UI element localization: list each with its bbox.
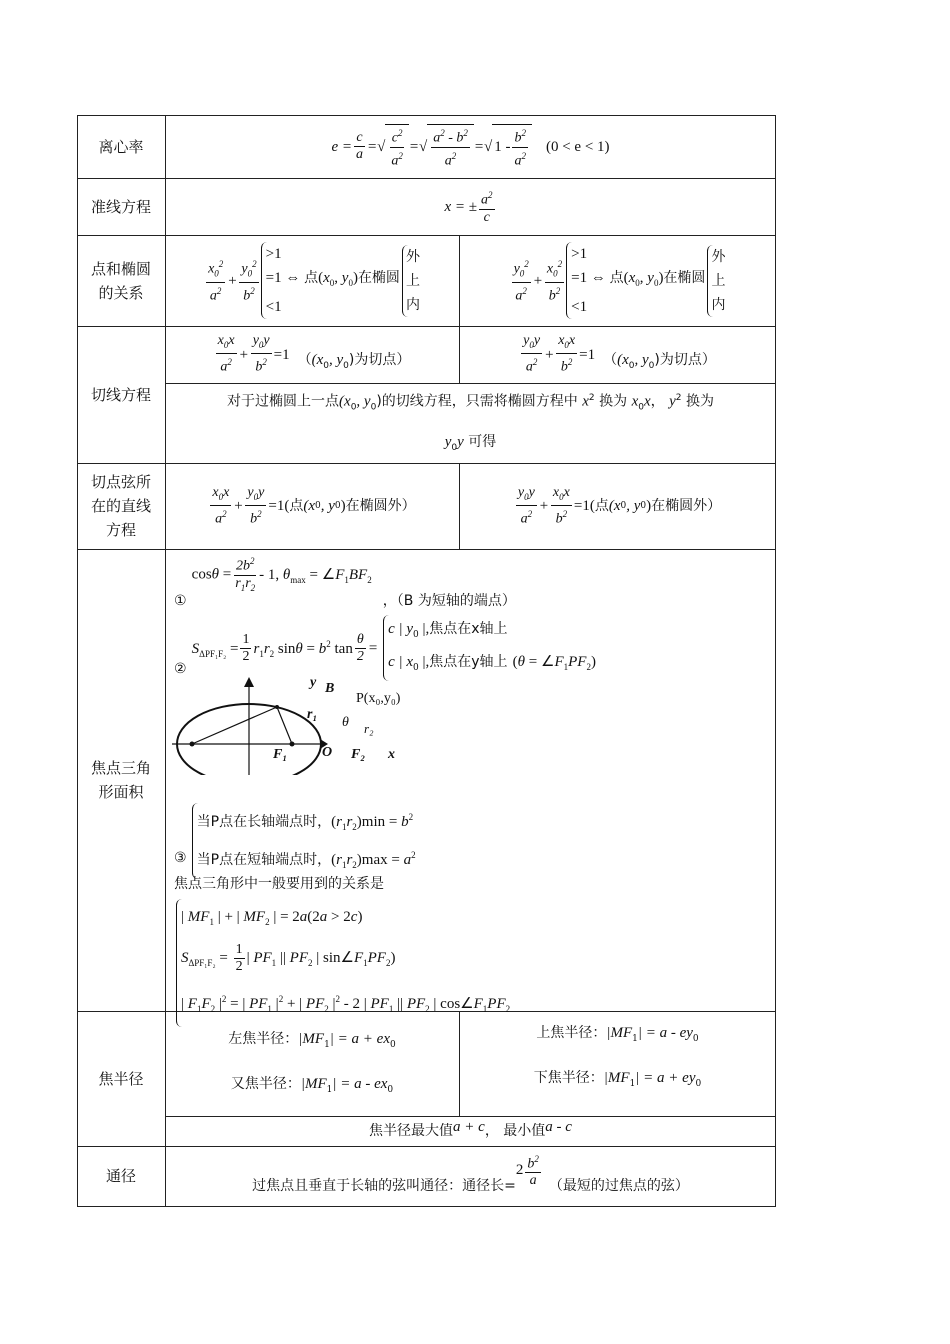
upper-radius-label: 上焦半径： bbox=[536, 1025, 607, 1041]
label-line: 的关系 bbox=[98, 283, 144, 302]
rule-text: ， bbox=[650, 394, 665, 411]
row-label-latus-rectum: 通径 bbox=[105, 1167, 136, 1185]
latus-rectum-content: 过焦点且垂直于长轴的弦叫通径：通径长= 2 $\frac{b^2}{a}$ （最短的过焦点的弦） bbox=[165, 1146, 776, 1206]
item-marker: ① bbox=[174, 592, 187, 609]
label-line: 切点弦所 bbox=[90, 473, 151, 491]
rule-text: 可得 bbox=[468, 433, 497, 450]
label-line: 形面积 bbox=[98, 783, 144, 801]
focal-line-r2 bbox=[277, 707, 292, 744]
focus-f2-dot bbox=[290, 742, 295, 747]
item-marker: ② bbox=[174, 660, 187, 677]
point-text: 点 bbox=[609, 270, 624, 286]
tangent-formula-horizontal: $\frac{x_0x}{a^2}$ + $\frac{y_0y}{b^2}$ =1 （($x_0$, $y_0$)为切点） bbox=[217, 333, 411, 375]
focal-item-1: ① cosθ = $\frac{2b^2}{r_1r_2}$ - 1, $\theta_{max}$ = $\angle F_1BF_2$ ，（B 为短轴的端点） bbox=[174, 553, 516, 595]
tangent-rule: 对于过椭圆上一点($x_0$, $y_0$)的切线方程，只需将椭圆方程中 $x^2$ 换为 $x_0x$， $y^2$ 换为 $y_0y$ 可得 bbox=[227, 393, 714, 453]
figure-label-f1: F₁ bbox=[273, 747, 288, 762]
inside-text: 内 bbox=[405, 296, 420, 313]
focus-y-text: 焦点在y轴上 bbox=[429, 654, 508, 671]
long-axis-text: 当P点在长轴端点时， bbox=[196, 814, 332, 830]
point-ellipse-horizontal: $\frac{x_0^2}{a^2}$ + $\frac{y_0^2}{b^2}$ >1 =1 ⇔ 点($x_0$, $y_0$)在椭圆 <1 外 上 内 bbox=[165, 235, 459, 326]
tangent-point-note: 为切点） bbox=[354, 351, 411, 368]
focal-radius-horizontal: 左焦半径：$|MF_1| = a + ex_0$ 又焦半径：$|MF_1| = a - ex_0$ bbox=[228, 1030, 396, 1095]
tangent-formula-vertical: $\frac{y_0y}{a^2}$ + $\frac{x_0x}{b^2}$ =1 （($x_0$, $y_0$)为切点） bbox=[523, 333, 716, 375]
row-label-tangent: 切线方程 bbox=[90, 385, 151, 404]
figure-label-b: B bbox=[325, 681, 335, 696]
focal-item-3: ③ 当P点在长轴端点时，$(r_1r_2)\min = b^2$ 当P点在短轴端点时，$(r_1r_2)\max = a^2$ bbox=[174, 803, 416, 879]
item1-note: （B 为短轴的端点） bbox=[396, 592, 516, 609]
chord-note: 在椭圆外） bbox=[651, 498, 722, 514]
focal-radius-maxmin: 焦半径最大值 a + c ， 最小值 a - c bbox=[165, 1116, 776, 1146]
row-divider bbox=[77, 549, 776, 550]
rule-text: 换为 bbox=[599, 394, 628, 411]
focal-radius-vertical: 上焦半径：$|MF_1| = a - ey_0$ 下焦半径：$|MF_1| = a + ey_0$ bbox=[533, 1025, 702, 1089]
tangent-point-note: 为切点） bbox=[659, 351, 716, 368]
figure-label-r2: r₂ bbox=[364, 721, 374, 736]
ellipse-properties-table bbox=[77, 115, 776, 1207]
outside-text: 外 bbox=[405, 248, 420, 265]
focus-x-text: 焦点在x轴上 bbox=[429, 621, 508, 637]
chord-formula-vertical: $\frac{y_0y}{a^2}$ + $\frac{x_0x}{b^2}$ =1( 点 (x 0 , y 0 ) 在椭圆外） bbox=[517, 484, 722, 527]
row-label-point-ellipse bbox=[77, 235, 165, 326]
eccentricity-formula: e = $\frac{c}{a}$ = √ $\frac{c^2}{a^2}$ = √ $\frac{a^2 - b^2}{a^2}$ = √ 1 - $\frac{b^2}{a^2}$ (0 < e < 1) bbox=[165, 115, 776, 178]
inside-text: 内 bbox=[711, 296, 726, 313]
in-ellipse-text: 在椭圆 bbox=[663, 270, 706, 286]
point-ellipse-vertical: $\frac{y_0^2}{a^2}$ + $\frac{x_0^2}{b^2}$ >1 =1 ⇔ 点($x_0$, $y_0$)在椭圆 <1 外 上 内 bbox=[459, 235, 776, 326]
relations-title: 焦点三角形中一般要用到的关系是 bbox=[174, 876, 384, 892]
outside-text: 外 bbox=[711, 248, 726, 265]
maxmin-text: ， 最小值 bbox=[484, 1123, 546, 1139]
figure-label-p: P(x₀,y₀) bbox=[356, 691, 401, 706]
eccentricity-range: (0 < e < 1) bbox=[545, 138, 610, 155]
point-p-dot bbox=[275, 705, 279, 709]
left-radius-label: 左焦半径： bbox=[228, 1030, 299, 1047]
focus-f1-dot bbox=[190, 742, 195, 747]
rule-text: 换为 bbox=[685, 394, 714, 411]
rule-text: 的切线方程，只需将椭圆方程中 bbox=[381, 394, 578, 411]
label-line: 焦点三角 bbox=[90, 759, 151, 777]
table-border-bottom bbox=[77, 1206, 776, 1207]
chord-note: 在椭圆外） bbox=[345, 498, 416, 514]
right-radius-label: 又焦半径： bbox=[230, 1075, 301, 1092]
in-ellipse-text: 在椭圆 bbox=[357, 270, 400, 286]
lower-radius-label: 下焦半径： bbox=[533, 1070, 604, 1086]
relations-formulas: | $MF_1$ | + | $MF_2$ | = 2a(2a > 2c) $S_{\Delta PF_1F_2}$ = $\frac{1}{2}$ | $PF_1$ || $PF_2$ | $\sin\angle F_1PF_2$) | $F_1F_2$ $|^2$ = | $PF_1$ $|^2$ + | $PF_2$ $|^2 - 2$ | $PF_1$ || $PF_2$ | $\cos\angle F_1PF_2$ bbox=[176, 899, 510, 1027]
rule-text: 对于过椭圆上一点 bbox=[227, 394, 340, 411]
chord-note: 点 bbox=[594, 498, 609, 514]
label-line: 在的直线 bbox=[90, 497, 151, 515]
figure-label-r1: r₁ bbox=[307, 707, 318, 722]
chord-formula-horizontal: $\frac{x_0x}{a^2}$ + $\frac{y_0y}{b^2}$ =1( 点 (x 0 , y 0 ) 在椭圆外） bbox=[212, 484, 416, 527]
focal-item-2: ② $S_{\Delta PF_1F_2}$ = $\frac{1}{2}$ $r_1r_2$ $\sin\theta = b^2$ tan $\frac{\theta}{2}$ = c | $y_0$ |,焦点在x轴上 c | $x_0$ |,焦点在y轴上 $(\theta = \angle F_1PF_2)$ bbox=[174, 615, 596, 681]
figure-label-y: y bbox=[310, 675, 317, 690]
maxmin-text: 焦半径最大值 bbox=[369, 1123, 454, 1139]
directrix-formula: x = ± $\frac{a^2}{c}$ bbox=[165, 178, 776, 235]
on-text: 上 bbox=[405, 272, 420, 289]
item-marker: ③ bbox=[174, 849, 187, 866]
figure-label-x: x bbox=[388, 747, 395, 762]
y-axis-arrow bbox=[244, 677, 254, 687]
row-label-focal-radius: 焦半径 bbox=[98, 1069, 144, 1088]
label-line: 点和椭圆 bbox=[90, 259, 151, 278]
short-axis-text: 当P点在短轴端点时， bbox=[196, 852, 332, 868]
row-label-focal-triangle bbox=[77, 549, 165, 1011]
latus-text: 过焦点且垂直于长轴的弦叫通径：通径长= bbox=[252, 1178, 516, 1194]
on-text: 上 bbox=[711, 272, 726, 289]
latus-text: （最短的过焦点的弦） bbox=[548, 1178, 689, 1194]
figure-label-o: O bbox=[322, 745, 333, 760]
point-text: 点 bbox=[304, 270, 319, 286]
figure-label-f2: F₂ bbox=[351, 747, 366, 762]
figure-label-theta: θ bbox=[342, 715, 349, 730]
row-label-eccentricity: 离心率 bbox=[98, 137, 144, 156]
chord-note: 点 bbox=[289, 498, 304, 514]
row-label-directrix: 准线方程 bbox=[90, 197, 151, 216]
row-label-chord bbox=[77, 463, 165, 549]
focal-triangle-figure bbox=[170, 675, 333, 775]
label-line: 方程 bbox=[105, 521, 136, 539]
